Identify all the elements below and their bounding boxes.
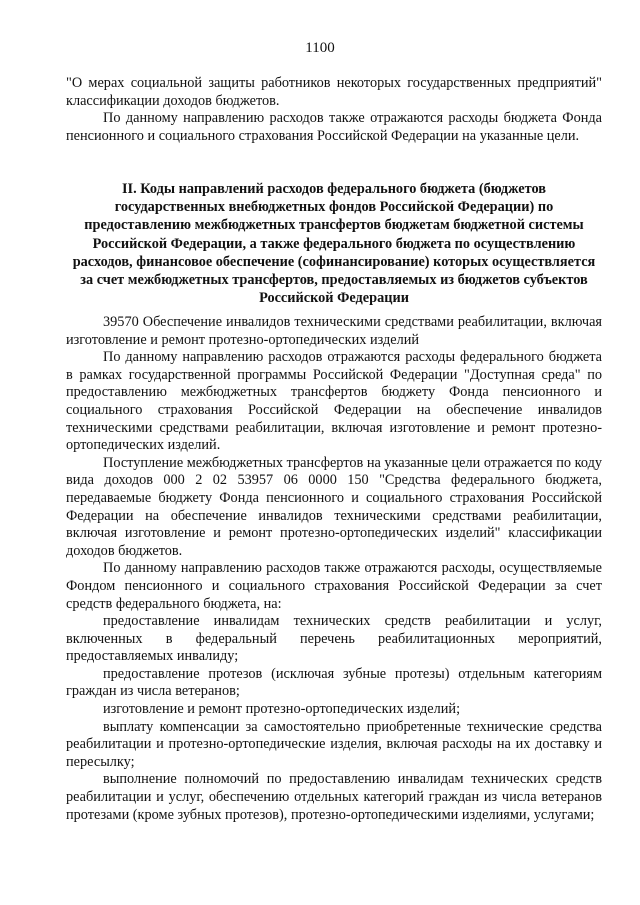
list-item-1: предоставление инвалидам технических средств реабилитации и услуг, включенных в федеральный перечень реабилитационных мероприятий, предоставляемых инвалиду; [66, 613, 602, 665]
section-heading: II. Коды направлений расходов федерального бюджета (бюджетов государственных внебюджетных фондов Российской Федерации) по предоставлению межбюджетных трансфертов бюджетам бюджетной системы Российской Федерации, а также федерального бюджета по осуществлению расходов, финансовое обеспечение (софинансирование) которых осуществляется за счет межбюджетных трансфертов, предоставляемых из бюджетов субъектов Российской Федерации [72, 181, 596, 307]
list-item-2: предоставление протезов (исключая зубные протезы) отдельным категориям граждан из числа ветеранов; [66, 665, 602, 700]
section-paragraph-3: Поступление межбюджетных трансфертов на указанные цели отражается по коду вида доходов 000 2 02 53957 06 0000 150 "Средства федерального бюджета, передаваемые бюджету Фонда пенсионного и социального страхования Российской Федерации на обеспечение инвалидов техническими средствами реабилитации, включая изготовление и ремонт протезно-ортопедических изделий" классификации доходов бюджетов. [66, 454, 602, 559]
list-item-3: изготовление и ремонт протезно-ортопедических изделий; [103, 701, 461, 718]
section-paragraph-4: По данному направлению расходов также отражаются расходы, осуществляемые Фондом пенсионного и социального страхования Российской Федерации за счет средств федерального бюджета, на: [66, 560, 602, 612]
intro-paragraph-1: "О мерах социальной защиты работников некоторых государственных предприятий" классификации доходов бюджетов. [66, 75, 602, 109]
intro-paragraph-2: По данному направлению расходов также отражаются расходы бюджета Фонда пенсионного и социального страхования Российской Федерации на указанные цели. [66, 110, 602, 144]
page-number: 1100 [305, 40, 335, 56]
intro-block [66, 75, 602, 145]
section-body [66, 314, 602, 824]
list-item-5: выполнение полномочий по предоставлению инвалидам технических средств реабилитации и услуг, обеспечению отдельных категорий граждан из числа ветеранов протезами (кроме зубных протезов), протезно-ортопедическими изделиями, услугами; [66, 771, 602, 823]
section-paragraph-2: По данному направлению расходов отражаются расходы федерального бюджета в рамках государственной программы Российской Федерации "Доступная среда" по предоставлению межбюджетных трансфертов бюджету Фонда пенсионного и социального страхования Российской Федерации на обеспечение инвалидов техническими средствами реабилитации, включая изготовление и ремонт протезно-ортопедических изделий. [66, 349, 602, 454]
list-item-4: выплату компенсации за самостоятельно приобретенные технические средства реабилитации и протезно-ортопедические изделия, включая расходы на их доставку и пересылку; [66, 718, 602, 770]
code-title-paragraph: 39570 Обеспечение инвалидов техническими средствами реабилитации, включая изготовление и ремонт протезно-ортопедических изделий [66, 314, 602, 348]
